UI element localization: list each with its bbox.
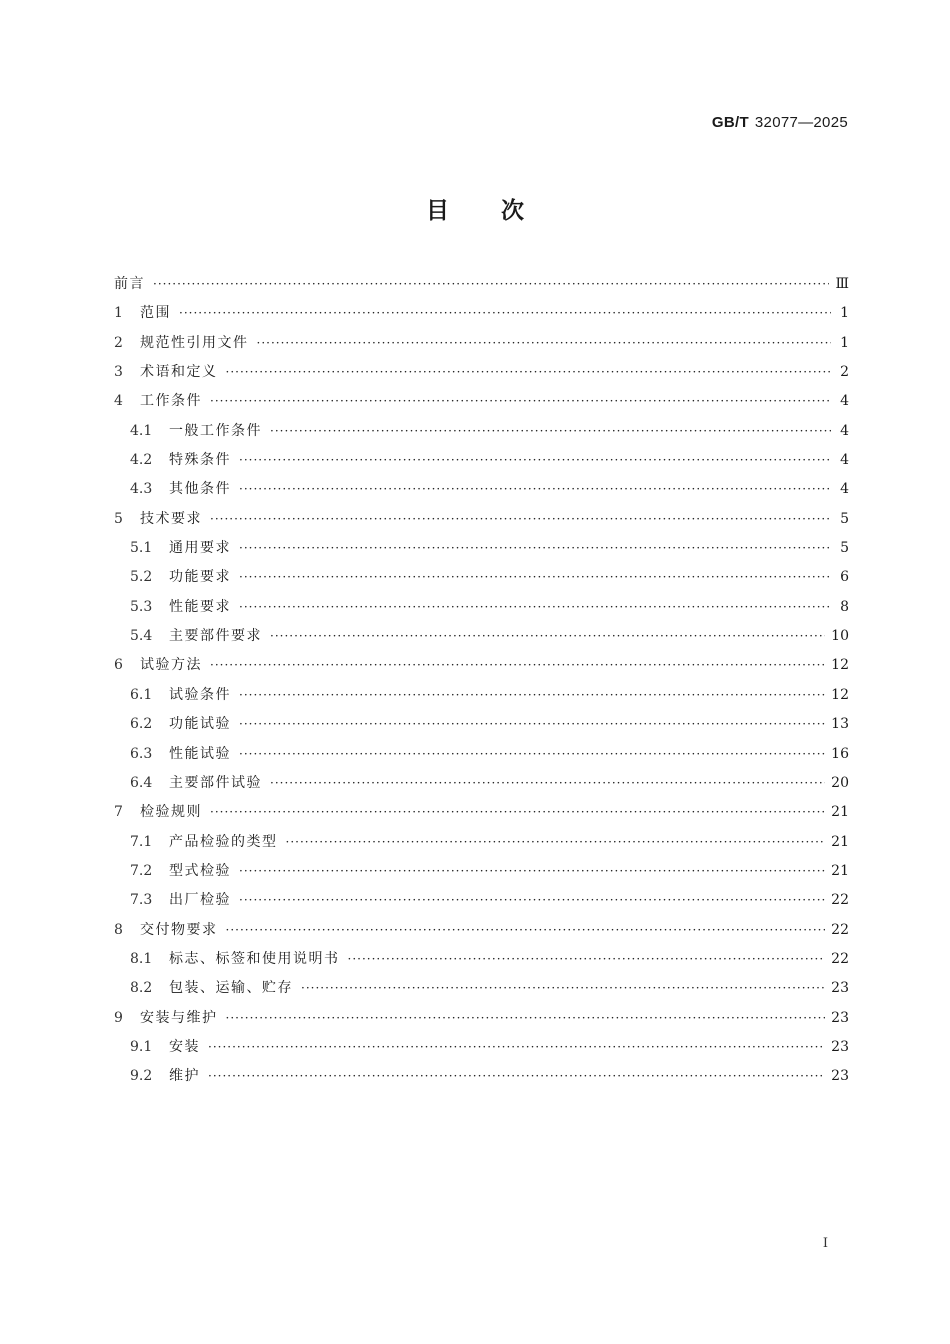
toc-number: 5.3 bbox=[130, 598, 153, 615]
toc-label: 技术要求 bbox=[140, 510, 202, 527]
toc-page: 21 bbox=[831, 862, 849, 879]
toc-page: 8 bbox=[840, 598, 849, 615]
toc-number: 8 bbox=[114, 921, 123, 938]
toc-subentry[interactable] bbox=[114, 681, 849, 710]
toc-number: 4.3 bbox=[130, 481, 153, 498]
toc-label: 其他条件 bbox=[169, 481, 231, 498]
toc-label: 一般工作条件 bbox=[169, 422, 262, 439]
standard-number: 32077—2025 bbox=[754, 114, 848, 131]
toc-subentry[interactable] bbox=[114, 622, 849, 651]
toc-page: 21 bbox=[831, 833, 849, 850]
leader-dots bbox=[226, 1004, 826, 1033]
toc-number: 1 bbox=[114, 305, 123, 322]
toc-page: 6 bbox=[840, 569, 849, 586]
toc-page: 4 bbox=[840, 393, 849, 410]
leader-dots bbox=[239, 446, 831, 475]
toc-number: 9.1 bbox=[130, 1038, 153, 1055]
toc-page: 20 bbox=[831, 774, 849, 791]
toc-label: 包装、运输、贮存 bbox=[169, 980, 293, 997]
leader-dots bbox=[210, 651, 825, 680]
leader-dots bbox=[270, 769, 825, 798]
leader-dots bbox=[239, 563, 831, 592]
toc-page: 10 bbox=[831, 628, 849, 645]
leader-dots bbox=[210, 505, 831, 534]
toc-entry[interactable] bbox=[114, 299, 849, 328]
toc-page: 12 bbox=[831, 686, 849, 703]
standard-code bbox=[712, 114, 848, 131]
toc-number: 7.1 bbox=[130, 833, 153, 850]
page-number: Ⅰ bbox=[822, 1236, 828, 1251]
leader-dots bbox=[208, 1062, 825, 1091]
leader-dots bbox=[239, 710, 825, 739]
toc-page: Ⅲ bbox=[835, 276, 849, 292]
leader-dots bbox=[239, 593, 831, 622]
toc-number: 5 bbox=[114, 510, 123, 527]
toc-label: 产品检验的类型 bbox=[169, 833, 278, 850]
toc-number: 9.2 bbox=[130, 1068, 153, 1085]
toc-subentry[interactable] bbox=[114, 857, 849, 886]
leader-dots bbox=[301, 974, 825, 1003]
toc-page: 22 bbox=[831, 892, 849, 909]
toc-label: 主要部件试验 bbox=[169, 774, 262, 791]
toc-number: 7.3 bbox=[130, 892, 153, 909]
toc-label: 术语和定义 bbox=[140, 364, 218, 381]
page-title: 目次 bbox=[426, 198, 576, 224]
toc-number: 5.2 bbox=[130, 569, 153, 586]
toc-number: 6.2 bbox=[130, 716, 153, 733]
toc-page: 13 bbox=[831, 716, 849, 733]
toc-number: 6.3 bbox=[130, 745, 153, 762]
toc-subentry[interactable] bbox=[114, 974, 849, 1003]
toc-label: 主要部件要求 bbox=[169, 628, 262, 645]
toc-label: 型式检验 bbox=[169, 862, 231, 879]
leader-dots bbox=[208, 1033, 825, 1062]
leader-dots bbox=[257, 329, 832, 358]
toc-page: 23 bbox=[831, 1068, 849, 1085]
leader-dots bbox=[226, 358, 832, 387]
toc-page: 21 bbox=[831, 804, 849, 821]
leader-dots bbox=[348, 945, 826, 974]
leader-dots bbox=[270, 417, 831, 446]
leader-dots bbox=[239, 681, 825, 710]
toc-page: 4 bbox=[840, 422, 849, 439]
toc-subentry[interactable] bbox=[114, 593, 849, 622]
toc-subentry[interactable] bbox=[114, 740, 849, 769]
table-of-contents bbox=[114, 270, 849, 1092]
toc-entry[interactable] bbox=[114, 651, 849, 680]
toc-entry[interactable] bbox=[114, 387, 849, 416]
toc-subentry[interactable] bbox=[114, 1062, 849, 1091]
toc-page: 5 bbox=[840, 510, 849, 527]
leader-dots bbox=[210, 798, 825, 827]
toc-subentry[interactable] bbox=[114, 886, 849, 915]
toc-number: 4 bbox=[114, 393, 123, 410]
toc-page: 5 bbox=[840, 540, 849, 557]
toc-page: 23 bbox=[831, 980, 849, 997]
toc-number: 2 bbox=[114, 334, 123, 351]
toc-number: 8.2 bbox=[130, 980, 153, 997]
toc-number: 7 bbox=[114, 804, 123, 821]
toc-entry-foreword[interactable] bbox=[114, 270, 849, 299]
toc-page: 4 bbox=[840, 481, 849, 498]
toc-label: 通用要求 bbox=[169, 540, 231, 557]
toc-subentry[interactable] bbox=[114, 710, 849, 739]
toc-number: 9 bbox=[114, 1009, 123, 1026]
toc-number: 8.1 bbox=[130, 950, 153, 967]
leader-dots bbox=[239, 857, 825, 886]
leader-dots bbox=[210, 387, 831, 416]
leader-dots bbox=[270, 622, 825, 651]
toc-label: 功能要求 bbox=[169, 569, 231, 586]
toc-label: 试验方法 bbox=[140, 657, 202, 674]
leader-dots bbox=[153, 270, 829, 299]
toc-page: 22 bbox=[831, 921, 849, 938]
toc-page: 1 bbox=[840, 305, 849, 322]
toc-number: 6 bbox=[114, 657, 123, 674]
leader-dots bbox=[239, 886, 825, 915]
toc-page: 16 bbox=[831, 745, 849, 762]
toc-subentry[interactable] bbox=[114, 828, 849, 857]
toc-label: 安装与维护 bbox=[140, 1009, 218, 1026]
toc-number: 5.4 bbox=[130, 628, 153, 645]
toc-subentry[interactable] bbox=[114, 1033, 849, 1062]
toc-number: 6.4 bbox=[130, 774, 153, 791]
toc-number: 4.1 bbox=[130, 422, 153, 439]
toc-entry[interactable] bbox=[114, 916, 849, 945]
toc-label: 交付物要求 bbox=[140, 921, 218, 938]
toc-label: 检验规则 bbox=[140, 804, 202, 821]
toc-page: 22 bbox=[831, 950, 849, 967]
standard-prefix: GB/T bbox=[711, 114, 749, 131]
toc-number: 6.1 bbox=[130, 686, 153, 703]
toc-subentry[interactable] bbox=[114, 446, 849, 475]
toc-label: 功能试验 bbox=[169, 716, 231, 733]
toc-number: 4.2 bbox=[130, 452, 153, 469]
toc-entry[interactable] bbox=[114, 798, 849, 827]
toc-subentry[interactable] bbox=[114, 769, 849, 798]
toc-page: 1 bbox=[840, 334, 849, 351]
toc-entry[interactable] bbox=[114, 358, 849, 387]
leader-dots bbox=[226, 916, 826, 945]
toc-entry[interactable] bbox=[114, 505, 849, 534]
toc-label: 规范性引用文件 bbox=[140, 334, 249, 351]
toc-entry[interactable] bbox=[114, 329, 849, 358]
toc-label: 前言 bbox=[114, 276, 145, 292]
toc-page: 12 bbox=[831, 657, 849, 674]
leader-dots bbox=[239, 475, 831, 504]
toc-label: 范围 bbox=[140, 305, 171, 322]
toc-page: 23 bbox=[831, 1038, 849, 1055]
leader-dots bbox=[239, 740, 825, 769]
toc-label: 维护 bbox=[169, 1068, 200, 1085]
toc-label: 标志、标签和使用说明书 bbox=[169, 950, 340, 967]
toc-number: 7.2 bbox=[130, 862, 153, 879]
toc-label: 性能要求 bbox=[169, 598, 231, 615]
leader-dots bbox=[286, 828, 826, 857]
toc-page: 23 bbox=[831, 1009, 849, 1026]
toc-number: 5.1 bbox=[130, 540, 153, 557]
toc-label: 安装 bbox=[169, 1038, 200, 1055]
toc-number: 3 bbox=[114, 364, 123, 381]
toc-label: 性能试验 bbox=[169, 745, 231, 762]
leader-dots bbox=[179, 299, 831, 328]
toc-label: 试验条件 bbox=[169, 686, 231, 703]
toc-page: 4 bbox=[840, 452, 849, 469]
leader-dots bbox=[239, 534, 831, 563]
toc-page: 2 bbox=[840, 364, 849, 381]
toc-subentry[interactable] bbox=[114, 534, 849, 563]
toc-entry[interactable] bbox=[114, 1004, 849, 1033]
toc-subentry[interactable] bbox=[114, 417, 849, 446]
toc-label: 特殊条件 bbox=[169, 452, 231, 469]
toc-subentry[interactable] bbox=[114, 945, 849, 974]
toc-subentry[interactable] bbox=[114, 563, 849, 592]
toc-label: 出厂检验 bbox=[169, 892, 231, 909]
toc-label: 工作条件 bbox=[140, 393, 202, 410]
toc-subentry[interactable] bbox=[114, 475, 849, 504]
